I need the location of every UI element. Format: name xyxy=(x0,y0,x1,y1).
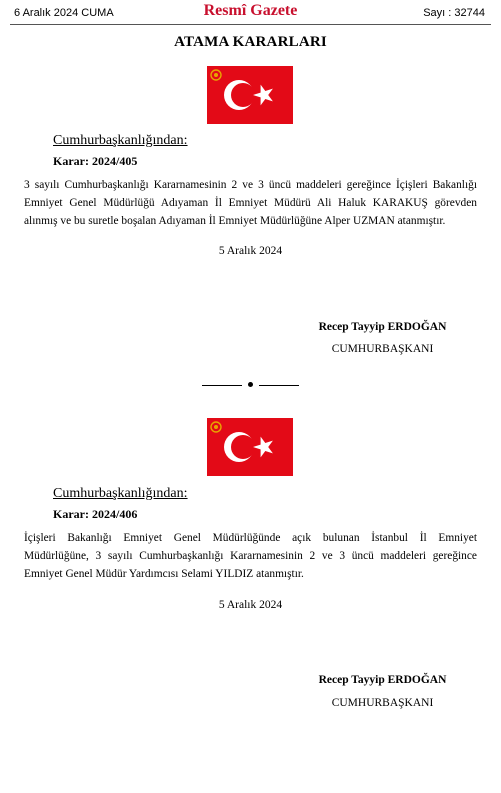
text-line: alınmış ve bu suretle boşalan Adıyaman İl Emniyet Müdürlüğüne Alper UZMAN atanmıştır. xyxy=(24,215,446,227)
text-line: Müdürlüğüne, 3 sayılı Cumhurbaşkanlığı Kararnamesinin 2 ve 3 üncü maddeleri gereğince xyxy=(24,550,477,562)
gazette-title: Resmî Gazete xyxy=(203,2,298,19)
text-line: 3 sayılı Cumhurbaşkanlığı Kararnamesinin 2 ve 3 üncü maddeleri gereğince İçişleri Bakanlığı xyxy=(24,179,477,191)
issue-number: Sayı : 32744 xyxy=(423,7,485,19)
header-divider xyxy=(10,24,491,25)
section-title: ATAMA KARARLARI xyxy=(174,34,327,50)
signatory-name: Recep Tayyip ERDOĞAN xyxy=(318,674,447,686)
signatory-name: Recep Tayyip ERDOĞAN xyxy=(318,321,447,333)
decree-number: Karar: 2024/405 xyxy=(53,154,138,168)
decision-text xyxy=(24,176,477,230)
decision-date: 5 Aralık 2024 xyxy=(218,245,283,257)
decision-date: 5 Aralık 2024 xyxy=(218,599,283,611)
issuer-label: Cumhurbaşkanlığından: xyxy=(53,133,188,148)
text-line: İçişleri Bakanlığı Emniyet Genel Müdürlüğünde açık bulunan İstanbul İl Emniyet xyxy=(24,532,477,544)
text-line: Emniyet Genel Müdürlüğü Adıyaman İl Emniyet Müdürü Ali Haluk KARAKUŞ görevden xyxy=(24,197,477,209)
signatory-title: CUMHURBAŞKANI xyxy=(331,697,434,709)
gazette-header xyxy=(0,0,501,26)
turkish-flag-icon xyxy=(207,418,293,476)
header-date: 6 Aralık 2024 CUMA xyxy=(14,7,114,19)
text-line: Emniyet Genel Müdür Yardımcısı Selami YILDIZ atanmıştır. xyxy=(24,568,304,580)
turkish-flag-icon xyxy=(207,66,293,124)
decision-separator xyxy=(0,378,501,392)
decision-text xyxy=(24,529,477,583)
decree-number: Karar: 2024/406 xyxy=(53,507,138,521)
signatory-title: CUMHURBAŞKANI xyxy=(331,343,434,355)
issuer-label: Cumhurbaşkanlığından: xyxy=(53,486,188,501)
